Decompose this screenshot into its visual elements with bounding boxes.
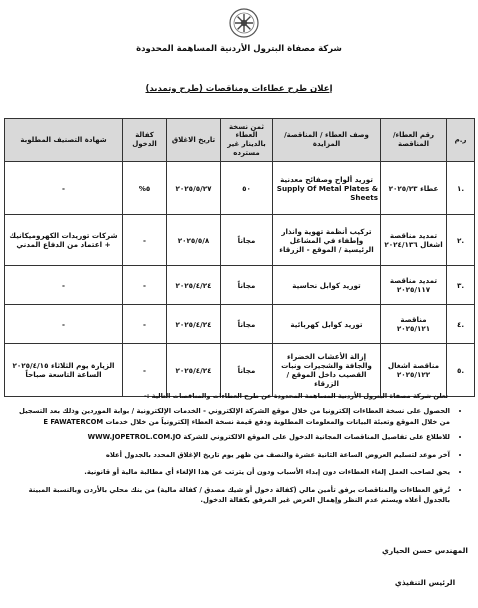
cell-tender: مناقصة ٢٠٢٥/١٢١: [381, 305, 447, 344]
announcement-heading: تعلن شركة مصفاة البترول الأردنية المساهمة المحدودة عن طرح العطاءات والمناقصات التالية :-: [144, 392, 448, 400]
cell-bond: -: [123, 344, 167, 397]
cell-num: .٥: [447, 344, 475, 397]
cell-num: .٤: [447, 305, 475, 344]
note-text: الحصول على نسخة العطاءات إلكترونيا من خلال موقع الشركة الإلكتروني - الخدمات الإلكترونية / بوابة الموردين وذلك بعد التسجيل من خلال الموقع وتعبئة البيانات والمعلومات المطلوبة ودفع قيمة نسخة العطاء إلكترونياً من خلال خدمات: [19, 407, 450, 426]
list-item: [12, 432, 450, 443]
list-item: [12, 406, 450, 427]
col-header-bond: كفالة الدخول: [123, 119, 167, 162]
col-header-num: ر.م: [447, 119, 475, 162]
cell-price: مجاناً: [221, 344, 273, 397]
table-row: [5, 305, 475, 344]
cell-closing: ٢٠٢٥/٤/٢٤: [167, 344, 221, 397]
list-item: • يحق لصاحب العمل إلغاء العطاءات دون إبداء الأسباب ودون أن يترتب عن هذا الإلغاء أي مطالبة مالية أو قانونية.: [12, 467, 450, 478]
cell-tender: تمديد مناقصة ٢٠٢٥/١١٧: [381, 266, 447, 305]
cell-cert: -: [5, 305, 123, 344]
col-header-cert: شهادة التصنيف المطلوبة: [5, 119, 123, 162]
cell-bond: ٥%: [123, 162, 167, 215]
cell-cert: الزيارة يوم الثلاثاء ٢٠٢٥/٤/١٥ الساعة التاسعة صباحاً: [5, 344, 123, 397]
list-item: • تُرفق العطاءات والمناقصات برفق تأمين مالي (كفالة دخول أو شيك مصدق / كفالة مالية) من بنك محلي بالأردن وبالنسبة المبينة بالجدول أعلاه ويستم عدم النظر وإهمال العرض غير المرفق بكفالة الدخول.: [12, 485, 450, 506]
cell-closing: ٢٠٢٥/٤/٢٤: [167, 266, 221, 305]
company-logo-icon: [229, 8, 259, 38]
website-link[interactable]: WWW.JOPETROL.COM.JO: [87, 433, 182, 442]
cell-price: مجاناً: [221, 266, 273, 305]
list-item: • آخر موعد لتسليم العروض الساعة الثانية عشرة والنصف من ظهر يوم تاريخ الإغلاق المحدد بالجدول أعلاه: [12, 450, 450, 461]
cell-desc: توريد كوابل كهربائية: [273, 305, 381, 344]
cell-bond: -: [123, 305, 167, 344]
note-text: للاطلاع على تفاصيل المناقصات المجانية الدخول على الموقع الالكتروني للشركة: [183, 433, 450, 442]
cell-desc: [273, 162, 381, 215]
announcement-title: [0, 84, 478, 94]
signatory-title: الرئيس التنفيذي: [394, 578, 456, 587]
cell-closing: ٢٠٢٥/٥/٢٧: [167, 162, 221, 215]
table-row: [5, 162, 475, 215]
cell-cert: -: [5, 162, 123, 215]
tenders-table: [4, 118, 475, 397]
efawatercom-text: E FAWATERCOM: [43, 417, 104, 426]
cell-tender: تمديد مناقصة اشغال ٢٠٢٤/١٣٦: [381, 215, 447, 266]
cell-tender: عطاء ٢٠٢٥/٢٣: [381, 162, 447, 215]
table-row: [5, 344, 475, 397]
cell-desc: توريد كوابل نحاسية: [273, 266, 381, 305]
table-header-row: [5, 119, 475, 162]
cell-closing: ٢٠٢٥/٤/٢٤: [167, 305, 221, 344]
announcement-title-text: إعلان طرح عطاءات ومناقصات (طرح وتمديد): [145, 84, 333, 94]
cell-price: مجاناً: [221, 305, 273, 344]
cell-closing: ٢٠٢٥/٥/٨: [167, 215, 221, 266]
cell-bond: -: [123, 266, 167, 305]
cell-tender: مناقصة اشغال ٢٠٢٥/١٢٢: [381, 344, 447, 397]
company-name: شركة مصفاة البترول الأردنية المساهمة المحدودة: [136, 44, 342, 54]
col-header-desc: وصف العطاء / المناقصة/المزايدة: [273, 119, 381, 162]
cell-desc: تركيب أنظمة تهوية وانذار وإطفاء في المشاغل الرئيسية / الموقع - الزرقاء: [273, 215, 381, 266]
cell-price: ٥٠: [221, 162, 273, 215]
cell-desc-en: Supply Of Metal Plates & Sheets: [276, 183, 378, 202]
cell-desc: إزالة الأعشاب الخضراء والجافة والشجيرات ونبات القصيب داخل الموقع / الزرقاء: [273, 344, 381, 397]
cell-cert: -: [5, 266, 123, 305]
table-row: [5, 215, 475, 266]
cell-desc-ar: توريد ألواح وصفائح معدنية: [280, 174, 373, 184]
cell-price: مجاناً: [221, 215, 273, 266]
signatory-name: المهندس حسن الحياري: [382, 546, 468, 555]
cell-num: .١: [447, 162, 475, 215]
cell-bond: -: [123, 215, 167, 266]
col-header-price: ثمن نسخة العطاء بالدينار غير مسترده: [221, 119, 273, 162]
col-header-closing: تاريخ الاغلاق: [167, 119, 221, 162]
cell-num: .٣: [447, 266, 475, 305]
cell-cert: شركات توريدات الكهروميكانيك + اعتماد من الدفاع المدني: [5, 215, 123, 266]
cell-num: .٢: [447, 215, 475, 266]
col-header-tender: رقم العطاء/ المناقصة: [381, 119, 447, 162]
table-row: [5, 266, 475, 305]
notes-list: [12, 406, 464, 513]
